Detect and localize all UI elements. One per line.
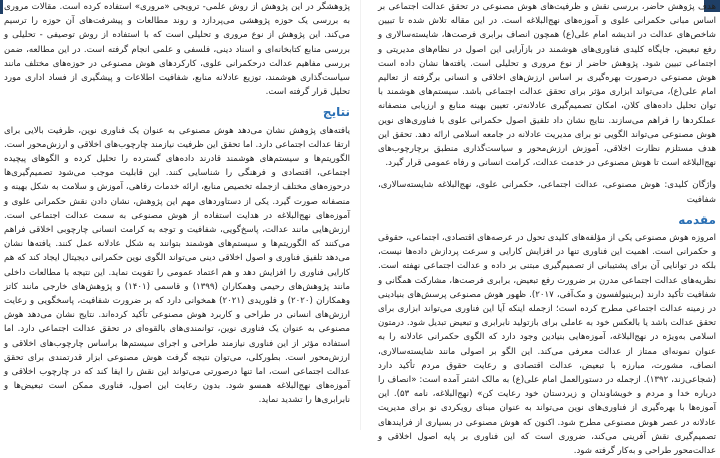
intro-heading: مقدمه (678, 212, 716, 227)
keywords: واژگان کلیدی: هوش مصنوعی، عدالت اجتماعی، حکمرانی علوی، نهج‌البلاغه شایسته‌سالاری، شفافیت (378, 180, 716, 205)
results-heading: نتایج (322, 105, 350, 120)
results-paragraph: یافته‌های پژوهش نشان می‌دهد هوش مصنوعی به عنوان یک فناوری نوین، ظرفیت بالایی برای ارتقا عدالت اجتماعی دارد. اما تحقق این ظرفیت نیازمند چارچوب‌های اخلاقی و ارزش‌محور است. الگوریتم‌ها و سیستم‌های هوشمند قادرند داده‌های گسترده را تحلیل کرده و الگوهای پیچیده اجتماعی، اقتصادی و فرهنگی را شناسایی کنند. این قابلیت موجب می‌شود تصمیم‌گیری‌ها درحوزه‌های مختلف ازجمله تخصیص منابع، ارائه خدمات رفاهی، آموزش و سلامت به شکل بهینه و منصفانه صورت گیرد. یکی از دستاوردهای مهم این پژوهش، نشان دادن نقش حکمرانی علوی و آموزه‌های نهج‌البلاغه در هدایت استفاده از هوش مصنوعی به سمت عدالت اجتماعی است. ارزش‌هایی مانند عدالت، پاسخ‌گویی، شفافیت و توجه به کرامت انسانی چارچوبی اخلاقی فراهم می‌کنند که الگوریتم‌ها و سیستم‌های هوشمند بتوانند به شکل عادلانه عمل کنند. یافته‌ها نشان می‌دهد تلفیق فناوری و اصول اخلاقی دینی می‌تواند الگوی نوین حکمرانی دیجیتال ایجاد کند که هم کارایی فناوری را افزایش دهد و هم اعتماد عمومی را تقویت نماید. این نتیجه با مطالعات داخلی مانند پژوهش‌های رحیمی وهمکاران (۱۳۹۹) و قاسمی (۱۴۰۱) و پژوهش‌های خارجی مانند کاتز وهمکاران (۲۰۲۰) و فلوریدی (۲۰۲۱) همخوانی دارد که بر ضرورت شفافیت، پاسخگویی و رعایت ارزش‌های انسانی در طراحی و کاربرد هوش مصنوعی تأکید کرده‌اند. نتایج نشان می‌دهد هوش مصنوعی به عنوان یک فناوری نوین، توانمندی‌های بالقوه‌ای در تحقق عدالت اجتماعی دارد. اما استفاده مؤثر از این فناوری نیازمند طراحی و اجرای سیستم‌ها براساس چارچوب‌های اخلاقی و ارزش‌محور است. بطورکلی، می‌توان نتیجه گرفت هوش مصنوعی ابزار قدرتمندی برای تحقق عدالت اجتماعی است، اما تنها درصورتی می‌تواند این نقش را ایفا کند که در چارچوب اخلاقی و آموزه‌های نهج‌البلاغه همسو شود. بدون رعایت این اصول، فناوری ممکن است تبعیض‌ها و نابرابری‌ها را تشدید نماید. (4, 125, 351, 406)
intro-paragraph: امروزه هوش مصنوعی یکی از مؤلفه‌های کلیدی تحول در عرصه‌های اقتصادی، اجتماعی، حقوقی و حکمرانی است. اهمیت این فناوری تنها در افزایش کارایی و سرعت پردازش داده‌ها نیست، بلکه در توانایی آن برای پشتیبانی از تصمیم‌گیری مبتنی بر داده و عدالت اجتماعی نهفته است. نظریه‌های عدالت اجتماعی مدرن بر ضرورت رفع تبعیض، برابری فرصت‌ها، مشارکت همگانی و شفافیت تأکید دارند (برینیولفسون و مک‌آفی، ۲۰۱۷). ظهور هوش مصنوعی پرسش‌های بنیادینی در زمینه عدالت اجتماعی مطرح کرده است؛ ازجمله اینکه آیا این فناوری می‌تواند ابزاری برای تحقق عدالت باشد یا بالعکس خود به عاملی برای بازتولید نابرابری و تبعیض تبدیل شود. درمتون اسلامی به‌ویژه در نهج‌البلاغه، آموزه‌هایی بنیادین وجود دارد که الگوی حکمرانی عادلانه را به عنوان نمونه‌ای ممتاز از عدالت معرفی می‌کند. این الگو بر اصولی مانند شایسته‌سالاری، انصاف، مشورت، مبارزه با تبعیض، عدالت اقتصادی و رعایت حقوق مردم تأکید دارد (شجاعی‌زند، ۱۳۹۲). ازجمله در دستورالعمل امام علی(ع) به مالک اشتر آمده است: «انصاف را درباره خدا و مردم و خویشاوندان و زیردستان خود رعایت کن» (نهج‌البلاغه، نامه ۵۳). این آموزه‌ها با بهره‌گیری از فناوری‌های نوین می‌تواند به عنوان مبنای رویکردی نو برای مدیریت عادلانه در عصر هوش مصنوعی مطرح شود. اکنون که هوش مصنوعی در بسیاری از فرایندهای تصمیم‌گیری نقش آفرینی می‌کند، ضروری است که این فناوری بر پایه اصول اخلاقی و عدالت‌محور طراحی و به‌کار گرفته شود. (378, 233, 716, 457)
column-gap (360, 0, 361, 430)
abstract-paragraph: هدف پژوهش حاضر، بررسی نقش و ظرفیت‌های هوش مصنوعی در تحقق عدالت اجتماعی بر اساس مبانی حکمرانی علوی و آموزه‌های نهج‌البلاغه است. در این مقاله تلاش شده تا تبیین شاخص‌های عدالت در اندیشه امام علی(ع) همچون انصاف برابری فرصت‌ها، شایسته‌سالاری و رفع تبعیض، جایگاه کلیدی فناوری‌های هوشمند در بازآرایی این اصول در نظام‌های مدیریتی و اجتماعی تبیین شود. پژوهش حاضر از نوع مروری و تحلیلی است. یافته‌ها نشان داده است هوش مصنوعی درصورت بهره‌گیری بر اساس ارزش‌های اخلاقی و انسانی برگرفته از تعالیم امام علی(ع)، می‌تواند ابزاری مؤثر برای تحقق عدالت اجتماعی باشد. سیستم‌های هوشمند با توان تحلیل داده‌های کلان، امکان تصمیم‌گیری عادلانه‌تر، تعیین بهینه منابع و ارزیابی منصفانه عملکردها را فراهم می‌سازند. نتایج نشان داد تلفیق اصول حکمرانی علوی با فناوری‌های نوین هوش مصنوعی می‌تواند الگویی نو برای مدیریت عادلانه در جامعه اسلامی ارائه دهد. تحقق این هدف مستلزم نظارت اخلاقی، آموزش ارزش‌محور و سیاست‌گذاری منطبق برچارچوب‌های نهج‌البلاغه است تا هوش مصنوعی در خدمت عدالت، کرامت انسانی و رفاه عمومی قرار گیرد. (378, 2, 716, 169)
right-column (378, 0, 716, 458)
page-edge-mark (0, 0, 3, 14)
left-column (4, 0, 350, 408)
method-paragraph: پژوهشگر در این پژوهش از روش علمی- ترویجی «مروری» استفاده کرده است. مقالات مروری به بررسی یک حوزه پژوهشی می‌پردازد و روند مطالعات و پیشرفت‌های آن حوزه را ترسیم می‌کند. این پژوهش از نوع مروری و تحلیلی است که با استفاده از روش توصیفی - تحلیلی و بررسی منابع کتابخانه‌ای و اسناد دینی، فلسفی و علمی انجام گرفته است. در این مطالعه، ضمن بررسی مفاهیم عدالت درحکمرانی علوی، کارکردهای هوش مصنوعی در حوزه‌های مختلف مانند سیاست‌گذاری هوشمند، توزیع عادلانه منابع، شفافیت اطلاعات و پیشگیری از فساد اداری مورد تحلیل قرار گرفته است. (4, 2, 350, 98)
